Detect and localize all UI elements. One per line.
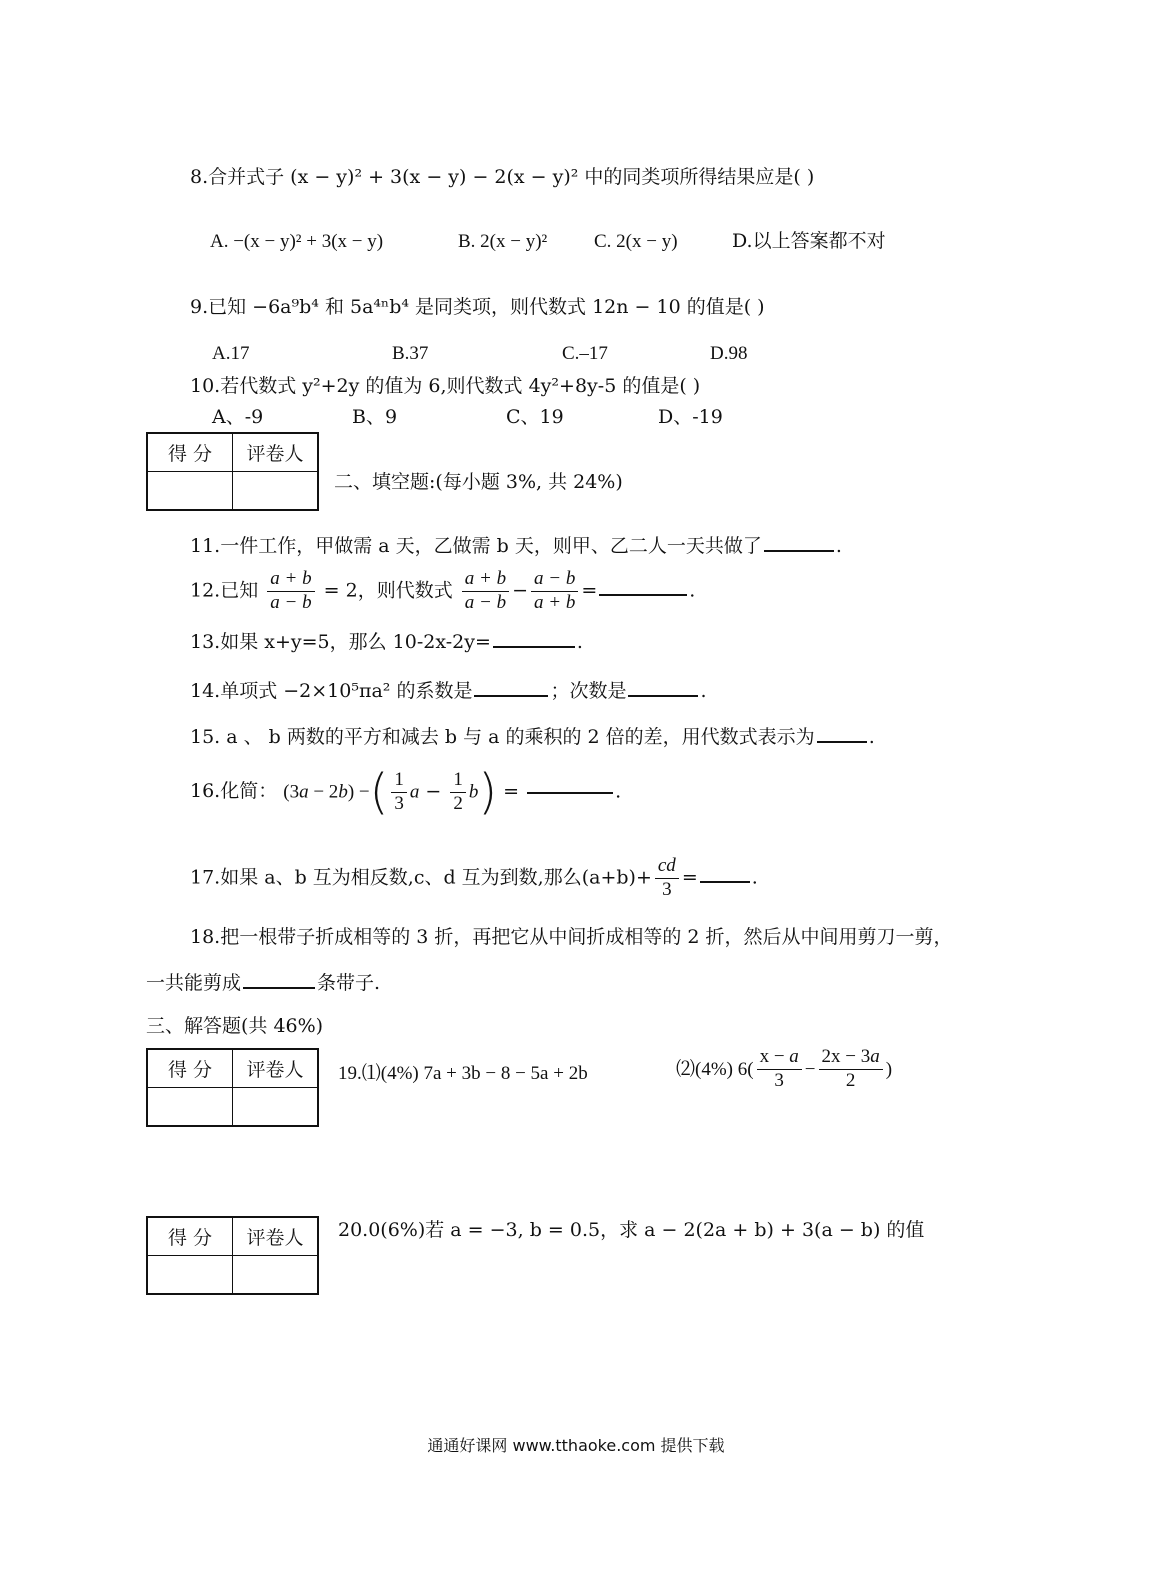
score-cell	[147, 472, 233, 511]
question-17	[190, 855, 758, 902]
score-header: 得 分	[147, 1217, 233, 1256]
question-14-mid: ；次数是	[550, 680, 627, 702]
question-14	[190, 682, 707, 701]
question-15	[190, 728, 875, 747]
period: .	[700, 680, 707, 702]
fraction-a-minus-b-over-a-plus-b: $\frac{a - b}{a + b}$	[531, 568, 578, 615]
score-cell	[147, 1256, 233, 1295]
fraction-a-plus-b-over-a-minus-b-2: $\frac{a + b}{a - b}$	[462, 568, 509, 615]
fraction-a-plus-b-over-a-minus-b: $\frac{a + b}{a - b}$	[267, 568, 314, 615]
score-table-question-20	[146, 1216, 319, 1295]
fraction-cd-over-3: $\frac{cd}{3}$	[655, 855, 679, 902]
period: .	[576, 631, 583, 653]
score-cell	[147, 1088, 233, 1127]
question-16: 16.化简： (3a − 2b) −( $\frac{1}{3}$ a − $\frac{1}{2}$ b) = .	[190, 764, 622, 820]
question-8-option-a: A. −(x − y)² + 3(x − y)	[210, 231, 384, 252]
section-3-title: 三、解答题(共 46%)	[146, 1015, 324, 1037]
period: .	[615, 780, 622, 803]
question-9: 9.已知 −6a⁹b⁴ 和 5a⁴ⁿb⁴ 是同类项，则代数式 12n − 10 的值是( )	[190, 296, 765, 318]
question-12: 12.已知 $\frac{a + b}{a - b}$ = 2，则代数式 $\frac{a + b}{a - b}$ − $\frac{a - b}{a + b}$ = .	[190, 568, 696, 613]
question-18-line-2	[146, 974, 380, 993]
fraction-one-half: $\frac{1}{2}$	[450, 769, 466, 816]
answer-blank	[527, 791, 613, 794]
question-8-option-b: B. 2(x − y)²	[458, 231, 548, 252]
question-8	[190, 168, 814, 187]
question-12-mid: = 2，则代数式	[323, 579, 453, 602]
question-19-part-1: 19.⑴(4%) 7a + 3b − 8 − 5a + 2b	[338, 1063, 588, 1084]
question-19-part-2-prefix: ⑵(4%) 6(	[676, 1058, 754, 1080]
answer-blank	[628, 694, 698, 697]
grader-cell	[233, 472, 319, 511]
page-footer: 通通好课网 www.tthaoke.com 提供下载	[427, 1436, 725, 1455]
question-19-part-2: ⑵(4%) 6( $\frac{x - a}{3}$ − $\frac{2x - 3a}{2}$ )	[676, 1046, 893, 1091]
answer-blank	[817, 740, 867, 743]
section-2-title: 二、填空题:(每小题 3%, 共 24%)	[334, 471, 623, 493]
answer-blank	[474, 694, 548, 697]
question-15-text: 15. a 、 b 两数的平方和减去 b 与 a 的乘积的 2 倍的差，用代数式表示为	[190, 726, 815, 748]
score-header: 得 分	[147, 1049, 233, 1088]
answer-blank	[700, 880, 750, 883]
grader-header: 评卷人	[233, 1217, 319, 1256]
question-16-prefix: 16.化简：	[190, 780, 278, 802]
grader-cell	[233, 1256, 319, 1295]
grader-cell	[233, 1088, 319, 1127]
score-table-question-19	[146, 1048, 319, 1127]
question-17-text: 17.如果 a、b 互为相反数,c、d 互为到数,那么(a+b)+	[190, 866, 652, 889]
question-10-option-b: B、9	[352, 406, 398, 428]
answer-blank	[243, 986, 315, 989]
question-8-text: 8.合并式子 (x − y)² + 3(x − y) − 2(x − y)² 中的同类项所得结果应是( )	[190, 166, 815, 188]
question-10-option-a: A、-9	[212, 406, 264, 428]
answer-blank	[493, 645, 575, 648]
question-8-option-c: C. 2(x − y)	[594, 231, 678, 252]
grader-header: 评卷人	[233, 1049, 319, 1088]
question-10: 10.若代数式 y²+2y 的值为 6,则代数式 4y²+8y-5 的值是( )	[190, 375, 701, 397]
expression-3a-minus-2b: (3a − 2b) −	[283, 781, 370, 803]
fraction-2x-minus-3a-over-2: $\frac{2x - 3a}{2}$	[819, 1046, 883, 1093]
question-18-line-1: 18.把一根带子折成相等的 3 折，再把它从中间折成相等的 2 折，然后从中间用剪刀一剪，	[190, 926, 953, 948]
period: .	[689, 579, 696, 602]
question-18-line-2a: 一共能剪成	[146, 972, 242, 994]
question-11-text: 11.一件工作，甲做需 a 天，乙做需 b 天，则甲、乙二人一天共做了	[190, 535, 762, 557]
question-9-option-b: B.37	[392, 343, 429, 364]
question-14-text: 14.单项式 −2×10⁵πa² 的系数是	[190, 680, 473, 702]
question-18-line-2b: 条带子.	[317, 972, 381, 994]
question-9-option-c: C.–17	[562, 343, 608, 364]
period: .	[868, 726, 875, 748]
question-13-text: 13.如果 x+y=5，那么 10-2x-2y=	[190, 631, 491, 653]
fraction-x-minus-a-over-3: $\frac{x - a}{3}$	[757, 1046, 802, 1093]
period: .	[835, 535, 842, 557]
left-paren: (	[369, 764, 389, 820]
question-13	[190, 633, 583, 652]
question-12-prefix: 12.已知	[190, 579, 259, 602]
answer-blank	[599, 593, 687, 596]
question-9-option-a: A.17	[212, 343, 250, 364]
question-9-option-d: D.98	[710, 343, 748, 364]
period: .	[751, 866, 758, 889]
question-10-option-c: C、19	[506, 406, 564, 428]
answer-blank	[764, 549, 834, 552]
question-10-option-d: D、-19	[658, 406, 723, 428]
question-20: 20.0(6%)若 a = −3, b = 0.5，求 a − 2(2a + b) + 3(a − b) 的值	[338, 1219, 925, 1241]
equals-sign: =	[681, 866, 698, 889]
question-11	[190, 537, 842, 556]
question-8-option-d: D.以上答案都不对	[732, 230, 886, 252]
score-table-section-2	[146, 432, 319, 511]
score-header: 得 分	[147, 433, 233, 472]
grader-header: 评卷人	[233, 433, 319, 472]
fraction-one-third: $\frac{1}{3}$	[391, 769, 407, 816]
right-paren: )	[478, 764, 498, 820]
